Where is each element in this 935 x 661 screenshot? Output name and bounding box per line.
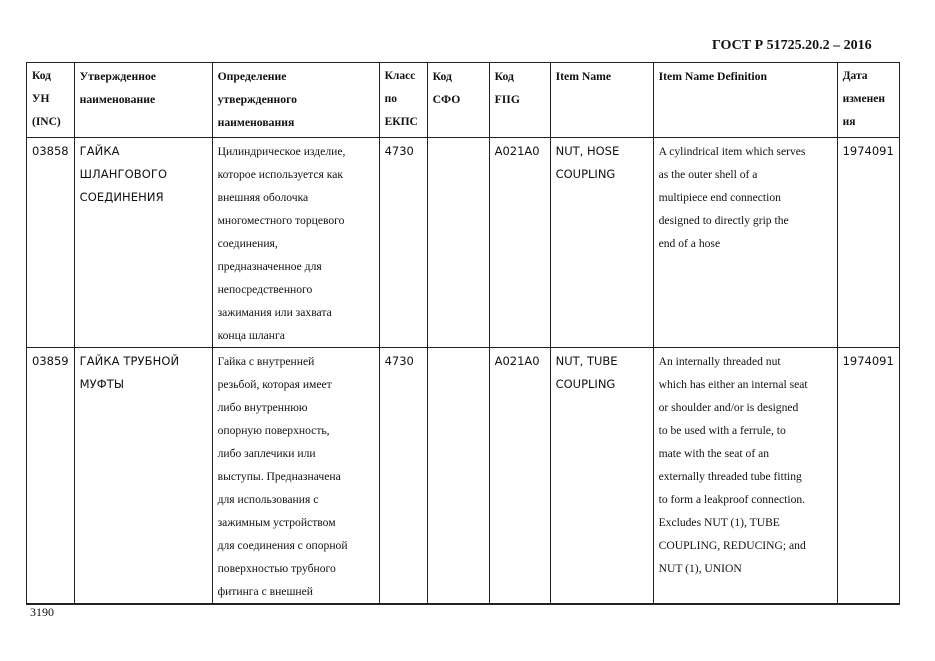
page-number: 3190 bbox=[30, 605, 54, 619]
cell-approved-name: ГАЙКА ШЛАНГОВОГО СОЕДИНЕНИЯ bbox=[74, 138, 212, 348]
item-names-table bbox=[26, 62, 900, 605]
header-code-sfo: Код СФО bbox=[427, 63, 489, 138]
cell-item-name-definition: A cylindrical item which serves as the outer shell of a multipiece end connection designed to directly grip the end of a hose bbox=[653, 138, 837, 348]
header-code-fiig: Код FIIG bbox=[489, 63, 550, 138]
cell-approved-name: ГАЙКА ТРУБНОЙ МУФТЫ bbox=[74, 348, 212, 605]
cell-inc: 03858 bbox=[27, 138, 75, 348]
table-row bbox=[27, 348, 900, 605]
cell-item-name-definition: An internally threaded nut which has either an internal seat or shoulder and/or is designed to be used with a ferrule, to mate with the seat of an externally threaded tube fitting to form a leakproof connection. Excludes NUT (1), TUBE COUPLING, REDUCING; and NUT (1), UNION bbox=[653, 348, 837, 605]
cell-class-ekps: 4730 bbox=[379, 348, 427, 605]
cell-code-fiig: A021A0 bbox=[489, 348, 550, 605]
header-date-changed: Дата изменен ия bbox=[837, 63, 899, 138]
cell-item-name: NUT, HOSE COUPLING bbox=[550, 138, 653, 348]
cell-date-changed: 1974091 bbox=[837, 348, 899, 605]
cell-code-sfo bbox=[427, 138, 489, 348]
cell-code-sfo bbox=[427, 348, 489, 605]
header-definition-ru: Определение утвержденного наименования bbox=[212, 63, 379, 138]
header-inc: Код УН (INC) bbox=[27, 63, 75, 138]
standard-designation: ГОСТ Р 51725.20.2 – 2016 bbox=[712, 38, 872, 53]
cell-code-fiig: A021A0 bbox=[489, 138, 550, 348]
header-item-name: Item Name bbox=[550, 63, 653, 138]
table-header-row bbox=[27, 63, 900, 138]
cell-item-name: NUT, TUBE COUPLING bbox=[550, 348, 653, 605]
header-item-name-definition: Item Name Definition bbox=[653, 63, 837, 138]
cell-inc: 03859 bbox=[27, 348, 75, 605]
header-approved-name: Утвержденное наименование bbox=[74, 63, 212, 138]
cell-date-changed: 1974091 bbox=[837, 138, 899, 348]
cell-definition-ru: Гайка с внутренней резьбой, которая имеет либо внутреннюю опорную поверхность, либо заплечики или выступы. Предназначена для использования с зажимным устройством для соединения с опорной поверхностью трубного фитинга с внешней bbox=[212, 348, 379, 605]
header-class-ekps: Класс по ЕКПС bbox=[379, 63, 427, 138]
table-row bbox=[27, 138, 900, 348]
cell-definition-ru: Цилиндрическое изделие, которое используется как внешняя оболочка многоместного торцевого соединения, предназначенное для непосредственного зажимания или захвата конца шланга bbox=[212, 138, 379, 348]
cell-class-ekps: 4730 bbox=[379, 138, 427, 348]
